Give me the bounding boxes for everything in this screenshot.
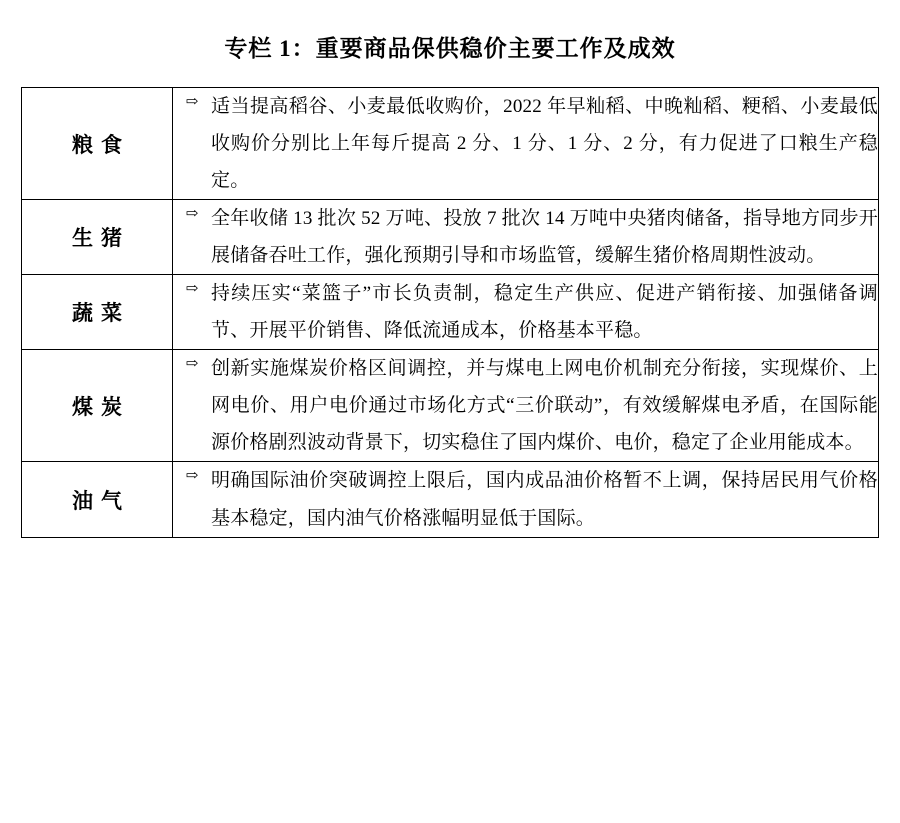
category-cell-coal: 煤炭 [22,350,173,462]
content-table [21,87,879,538]
category-cell-grain: 粮食 [22,88,173,200]
table-row [22,350,879,462]
table-row [22,200,879,275]
content-cell-grain [173,88,879,200]
arrow-bullet-icon: ⇨ [185,206,199,223]
arrow-bullet-icon: ⇨ [185,281,199,298]
page-title: 专栏 1：重要商品保供稳价主要工作及成效 [224,36,676,61]
content-text-coal: 创新实施煤炭价格区间调控，并与煤电上网电价机制充分衔接，实现煤价、上网电价、用户电价通过市场化方式“三价联动”，有效缓解煤电矛盾，在国际能源价格剧烈波动背景下，切实稳住了国内煤价、电价，稳定了企业用能成本。 [211,358,878,454]
table-row [22,462,879,537]
category-cell-vegetable: 蔬菜 [22,275,173,350]
content-cell-hog [173,200,879,275]
table-row [22,88,879,200]
category-cell-hog: 生猪 [22,200,173,275]
content-text-grain: 适当提高稻谷、小麦最低收购价，2022 年早籼稻、中晚籼稻、粳稻、小麦最低收购价分别比上年每斤提高 2 分、1 分、1 分、2 分，有力促进了口粮生产稳定。 [211,96,878,192]
table-row [22,275,879,350]
arrow-bullet-icon: ⇨ [185,356,199,373]
arrow-bullet-icon: ⇨ [185,94,199,110]
content-text-oil-gas: 明确国际油价突破调控上限后，国内成品油价格暂不上调，保持居民用气价格基本稳定，国内油气价格涨幅明显低于国际。 [211,470,878,529]
content-text-hog: 全年收储 13 批次 52 万吨、投放 7 批次 14 万吨中央猪肉储备，指导地方同步开展储备吞吐工作，强化预期引导和市场监管，缓解生猪价格周期性波动。 [211,208,878,267]
content-text-vegetable: 持续压实“菜篮子”市长负责制，稳定生产供应、促进产销衔接、加强储备调节、开展平价销售、降低流通成本，价格基本平稳。 [211,283,878,342]
category-cell-oil-gas: 油气 [22,462,173,537]
arrow-bullet-icon: ⇨ [185,468,199,485]
content-cell-oil-gas [173,462,879,537]
content-cell-vegetable [173,275,879,350]
content-cell-coal [173,350,879,462]
